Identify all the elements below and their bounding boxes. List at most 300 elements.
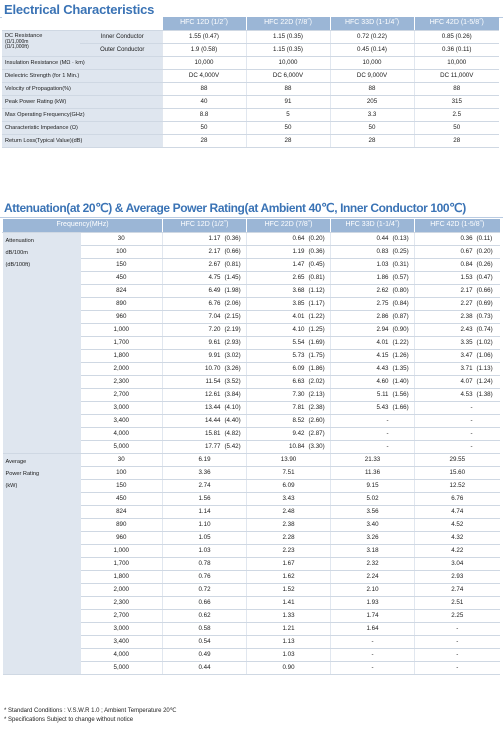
table-cell: (0.90) (391, 323, 415, 336)
table-row (2, 121, 499, 134)
table-cell: 4.74 (415, 505, 500, 518)
table-cell: 88 (162, 82, 246, 95)
table-cell: 12.52 (415, 479, 500, 492)
table-cell: 17.77 (163, 440, 223, 453)
table-cell: (0.47) (475, 271, 500, 284)
table-cell: 3.36 (163, 466, 247, 479)
table-cell (391, 440, 415, 453)
table-cell: 3.04 (415, 557, 500, 570)
table-cell: 1.64 (331, 622, 415, 635)
table-cell: 4.22 (415, 544, 500, 557)
frequency-cell: 450 (81, 271, 163, 284)
table-cell: (1.86) (307, 362, 331, 375)
table-cell: 1.03 (331, 258, 391, 271)
table-cell (391, 427, 415, 440)
table-cell: 50 (162, 121, 246, 134)
table-cell: 2.17 (415, 284, 475, 297)
table-cell: (1.38) (475, 388, 500, 401)
frequency-cell: 3,000 (81, 622, 163, 635)
frequency-cell: 2,000 (81, 583, 163, 596)
table-cell: 4.01 (331, 336, 391, 349)
section-divider (0, 217, 503, 218)
table-cell: (1.45) (223, 271, 247, 284)
table-cell: 315 (414, 95, 499, 108)
table-cell: - (331, 427, 391, 440)
section-title-electrical: Electrical Characteristics (4, 2, 155, 17)
table-cell: 3.47 (415, 349, 475, 362)
frequency-cell: 824 (81, 505, 163, 518)
table-cell: 2.94 (331, 323, 391, 336)
column-header: HFC 22D (7/8˝) (246, 17, 330, 30)
table-cell: 4.15 (331, 349, 391, 362)
frequency-cell: 3,000 (81, 401, 163, 414)
table-cell: 10,000 (414, 56, 499, 69)
table-cell: 1.14 (163, 505, 247, 518)
table-cell: - (331, 635, 415, 648)
table-cell: (0.66) (475, 284, 500, 297)
frequency-cell: 2,700 (81, 609, 163, 622)
table-cell: 5.43 (331, 401, 391, 414)
frequency-cell: 2,700 (81, 388, 163, 401)
table-cell: 8.8 (162, 108, 246, 121)
table-cell: 50 (330, 121, 414, 134)
table-cell: (4.10) (223, 401, 247, 414)
table-cell: 2.62 (331, 284, 391, 297)
table-cell: 3.56 (331, 505, 415, 518)
table-cell: 205 (330, 95, 414, 108)
table-cell: 13.44 (163, 401, 223, 414)
frequency-cell: 100 (81, 245, 163, 258)
table-cell: 2.10 (331, 583, 415, 596)
table-cell: 0.66 (163, 596, 247, 609)
table-cell: 4.01 (247, 310, 307, 323)
table-row (2, 95, 499, 108)
table-cell: - (415, 401, 475, 414)
table-cell: 14.44 (163, 414, 223, 427)
header-blank (2, 17, 162, 30)
table-cell: - (415, 635, 500, 648)
table-cell: 3.40 (331, 518, 415, 531)
table-cell: 9.91 (163, 349, 223, 362)
table-cell: (1.06) (475, 349, 500, 362)
table-cell (391, 414, 415, 427)
table-row (2, 69, 499, 82)
table-cell: 9.61 (163, 336, 223, 349)
table-cell: 1.53 (415, 271, 475, 284)
column-header: HFC 33D (1-1/4˝) (331, 219, 415, 232)
frequency-cell: 2,000 (81, 362, 163, 375)
table-cell: 6.19 (163, 453, 247, 466)
table-cell: 2.25 (415, 609, 500, 622)
table-cell: (1.02) (475, 336, 500, 349)
frequency-cell: 2,300 (81, 596, 163, 609)
table-cell: 2.28 (247, 531, 331, 544)
table-cell: 1.52 (247, 583, 331, 596)
table-cell: 4.75 (163, 271, 223, 284)
table-cell: 5.02 (331, 492, 415, 505)
table-cell: (1.12) (307, 284, 331, 297)
table-cell: (0.87) (391, 310, 415, 323)
table-cell: (2.13) (307, 388, 331, 401)
table-cell: - (331, 661, 415, 674)
table-cell: 2.74 (163, 479, 247, 492)
frequency-cell: 30 (81, 232, 163, 245)
table-cell: 0.76 (163, 570, 247, 583)
table-cell: 0.36 (0.11) (414, 43, 499, 56)
table-cell: 2.5 (414, 108, 499, 121)
table-cell: 2.24 (331, 570, 415, 583)
frequency-cell: 4,000 (81, 427, 163, 440)
footnote: * Specifications Subject to change without notice (4, 717, 134, 723)
table-cell: 3.35 (415, 336, 475, 349)
table-cell: (0.13) (391, 232, 415, 245)
frequency-cell: 960 (81, 531, 163, 544)
table-cell: 1.93 (331, 596, 415, 609)
table-cell: 2.23 (247, 544, 331, 557)
table-row (2, 56, 499, 69)
table-cell: (0.57) (391, 271, 415, 284)
table-cell: - (415, 622, 500, 635)
table-cell: 0.78 (163, 557, 247, 570)
table-cell: 3.43 (247, 492, 331, 505)
column-header: HFC 42D (1-5/8˝) (415, 219, 500, 232)
table-cell: (1.98) (223, 284, 247, 297)
table-cell: (4.40) (223, 414, 247, 427)
row-label-units: (Ω/1,000m (Ω/1,000ft) (5, 38, 29, 50)
table-header-row (2, 17, 499, 30)
frequency-cell: 1,000 (81, 323, 163, 336)
table-cell: 3.18 (331, 544, 415, 557)
frequency-cell: 2,300 (81, 375, 163, 388)
table-cell: 3.85 (247, 297, 307, 310)
table-cell: 2.67 (163, 258, 223, 271)
table-cell: (0.31) (391, 258, 415, 271)
section-title-attenuation: Attenuation(at 20℃) & Average Power Rating(at Ambient 40℃, Inner Conductor 100℃) (4, 201, 466, 215)
table-cell: 10,000 (246, 56, 330, 69)
frequency-cell: 100 (81, 466, 163, 479)
table-cell: 6.76 (415, 492, 500, 505)
table-cell: 4.07 (415, 375, 475, 388)
table-cell: 2.38 (247, 518, 331, 531)
row-label: Return Loss(Typical Value)(dB) (2, 134, 162, 147)
row-label: Insulation Resistance (MΩ · km) (2, 56, 162, 69)
row-label: Dielectric Strength (for 1 Min.) (2, 69, 162, 82)
table-cell: 6.76 (163, 297, 223, 310)
table-cell: 28 (162, 134, 246, 147)
table-cell: - (415, 648, 500, 661)
table-cell: (2.93) (223, 336, 247, 349)
table-cell: (0.36) (223, 232, 247, 245)
table-cell: 4.32 (415, 531, 500, 544)
table-header-row (3, 219, 500, 232)
table-cell: (0.66) (223, 245, 247, 258)
row-sublabel: Inner Conductor (80, 30, 162, 43)
table-cell: 2.51 (415, 596, 500, 609)
table-cell: 11.54 (163, 375, 223, 388)
table-cell: 1.19 (247, 245, 307, 258)
table-row (2, 30, 499, 43)
column-header: HFC 42D (1-5/8˝) (414, 17, 499, 30)
table-cell: 2.27 (415, 297, 475, 310)
table-cell: (1.35) (391, 362, 415, 375)
table-cell: 6.09 (247, 479, 331, 492)
table-cell: 10.84 (247, 440, 307, 453)
frequency-cell: 3,400 (81, 635, 163, 648)
table-cell: (1.13) (475, 362, 500, 375)
table-cell: (2.15) (223, 310, 247, 323)
table-cell: 7.51 (247, 466, 331, 479)
table-cell: 4.52 (415, 518, 500, 531)
table-cell: 50 (414, 121, 499, 134)
table-cell: 0.90 (247, 661, 331, 674)
frequency-cell: 150 (81, 479, 163, 492)
table-cell: 2.74 (415, 583, 500, 596)
table-cell: 1.62 (247, 570, 331, 583)
table-cell: (0.81) (223, 258, 247, 271)
table-cell: 28 (246, 134, 330, 147)
table-row (2, 82, 499, 95)
table-cell: 88 (330, 82, 414, 95)
table-cell: 2.93 (415, 570, 500, 583)
table-cell: 1.9 (0.58) (162, 43, 246, 56)
table-cell: 15.81 (163, 427, 223, 440)
table-cell: (2.06) (223, 297, 247, 310)
table-cell: 1.74 (331, 609, 415, 622)
table-cell: - (331, 648, 415, 661)
table-cell: - (415, 661, 500, 674)
table-row (3, 453, 500, 466)
frequency-cell: 1,700 (81, 336, 163, 349)
table-cell: - (415, 414, 475, 427)
table-cell: 1.47 (247, 258, 307, 271)
table-cell: 2.86 (331, 310, 391, 323)
table-cell: (1.26) (391, 349, 415, 362)
table-cell: 0.62 (163, 609, 247, 622)
table-cell: 1.86 (331, 271, 391, 284)
table-cell: (2.19) (223, 323, 247, 336)
table-cell: 0.49 (163, 648, 247, 661)
frequency-cell: 1,700 (81, 557, 163, 570)
table-cell: 0.44 (331, 232, 391, 245)
table-cell: (0.69) (475, 297, 500, 310)
table-cell: (0.25) (391, 245, 415, 258)
frequency-cell: 5,000 (81, 440, 163, 453)
table-cell: 4.43 (331, 362, 391, 375)
table-cell (475, 440, 500, 453)
table-cell: 0.45 (0.14) (330, 43, 414, 56)
table-cell: 50 (246, 121, 330, 134)
frequency-cell: 1,800 (81, 570, 163, 583)
table-cell: 0.85 (0.26) (414, 30, 499, 43)
row-label: Velocity of Propagation(%) (2, 82, 162, 95)
table-cell: 13.90 (247, 453, 331, 466)
table-cell: 1.41 (247, 596, 331, 609)
row-label: Peak Power Rating (kW) (2, 95, 162, 108)
table-cell: (2.87) (307, 427, 331, 440)
table-cell: 10.70 (163, 362, 223, 375)
table-cell: (3.52) (223, 375, 247, 388)
row-sublabel: Outer Conductor (80, 43, 162, 56)
table-cell: 91 (246, 95, 330, 108)
frequency-cell: 824 (81, 284, 163, 297)
table-cell: (0.45) (307, 258, 331, 271)
table-cell (475, 401, 500, 414)
table-cell: 1.17 (163, 232, 223, 245)
table-cell: 10,000 (330, 56, 414, 69)
table-cell: (2.38) (307, 401, 331, 414)
table-cell: 1.67 (247, 557, 331, 570)
table-cell: 1.33 (247, 609, 331, 622)
column-header: HFC 12D (1/2˝) (163, 219, 247, 232)
table-cell: (1.56) (391, 388, 415, 401)
row-label: Characteristic Impedance (Ω) (2, 121, 162, 134)
table-cell: 0.36 (415, 232, 475, 245)
table-cell: (0.80) (391, 284, 415, 297)
table-cell: (0.20) (475, 245, 500, 258)
table-row (2, 134, 499, 147)
table-cell: (1.24) (475, 375, 500, 388)
attenuation-power-table (2, 219, 500, 675)
table-cell: - (331, 440, 391, 453)
table-cell: (0.73) (475, 310, 500, 323)
table-cell: 1.03 (247, 648, 331, 661)
column-header: HFC 12D (1/2˝) (162, 17, 246, 30)
table-cell: (1.75) (307, 349, 331, 362)
table-row (3, 232, 500, 245)
table-cell: 5.54 (247, 336, 307, 349)
table-cell: DC 4,000V (162, 69, 246, 82)
table-cell: 1.15 (0.35) (246, 30, 330, 43)
frequency-cell: 960 (81, 310, 163, 323)
table-cell: 6.09 (247, 362, 307, 375)
frequency-cell: 450 (81, 492, 163, 505)
table-cell: (0.26) (475, 258, 500, 271)
table-cell: - (415, 440, 475, 453)
frequency-cell: 890 (81, 518, 163, 531)
table-cell: (0.20) (307, 232, 331, 245)
frequency-cell: 890 (81, 297, 163, 310)
table-cell: 0.67 (415, 245, 475, 258)
table-cell: 2.32 (331, 557, 415, 570)
table-cell: 21.33 (331, 453, 415, 466)
table-cell: 4.53 (415, 388, 475, 401)
table-cell: (2.02) (307, 375, 331, 388)
table-cell: 3.26 (331, 531, 415, 544)
row-label: Max Operating Frequency(GHz) (2, 108, 162, 121)
frequency-cell: 1,800 (81, 349, 163, 362)
table-cell: 3.3 (330, 108, 414, 121)
table-cell: (3.84) (223, 388, 247, 401)
table-cell: 28 (330, 134, 414, 147)
table-cell: 1.55 (0.47) (162, 30, 246, 43)
electrical-characteristics-table (2, 17, 499, 148)
row-label-text: DC Resistance (5, 32, 43, 39)
table-cell: 10,000 (162, 56, 246, 69)
table-cell: 2.17 (163, 245, 223, 258)
table-cell: (0.81) (307, 271, 331, 284)
table-cell: (0.36) (307, 245, 331, 258)
table-cell: 1.21 (247, 622, 331, 635)
table-cell: (3.26) (223, 362, 247, 375)
table-cell: 4.10 (247, 323, 307, 336)
table-cell (475, 414, 500, 427)
table-cell: 11.36 (331, 466, 415, 479)
table-cell: (3.02) (223, 349, 247, 362)
table-cell: 0.72 (163, 583, 247, 596)
table-cell: 1.56 (163, 492, 247, 505)
table-cell: 1.05 (163, 531, 247, 544)
table-cell: (5.42) (223, 440, 247, 453)
frequency-cell: 3,400 (81, 414, 163, 427)
table-cell: 0.58 (163, 622, 247, 635)
table-cell: - (415, 427, 475, 440)
column-header: HFC 33D (1-1/4˝) (330, 17, 414, 30)
table-cell: 0.83 (331, 245, 391, 258)
table-cell: 4.60 (331, 375, 391, 388)
table-cell: 9.15 (331, 479, 415, 492)
table-cell: 3.71 (415, 362, 475, 375)
row-label: Attenuation dB/100m (dB/100ft) (3, 232, 81, 453)
frequency-cell: 30 (81, 453, 163, 466)
table-cell: (1.69) (307, 336, 331, 349)
table-cell: (1.22) (307, 310, 331, 323)
table-cell: 0.44 (163, 661, 247, 674)
table-cell: - (331, 414, 391, 427)
table-cell: 1.13 (247, 635, 331, 648)
table-cell: 7.20 (163, 323, 223, 336)
table-cell: 2.43 (415, 323, 475, 336)
frequency-cell: 4,000 (81, 648, 163, 661)
table-cell: (1.22) (391, 336, 415, 349)
table-cell: 1.10 (163, 518, 247, 531)
frequency-cell: 1,000 (81, 544, 163, 557)
table-cell: 3.68 (247, 284, 307, 297)
table-cell: DC 9,000V (330, 69, 414, 82)
footnote: * Standard Conditions : V.S.W.R 1.0 ; Ambient Temperature 20℃ (4, 708, 177, 714)
table-cell: 2.75 (331, 297, 391, 310)
table-cell: (2.60) (307, 414, 331, 427)
row-label: Average Power Rating (kW) (3, 453, 81, 674)
table-cell: 40 (162, 95, 246, 108)
table-cell: DC 6,000V (246, 69, 330, 82)
table-cell: 2.48 (247, 505, 331, 518)
row-label (2, 30, 80, 56)
table-cell: DC 11,000V (414, 69, 499, 82)
table-cell: 12.61 (163, 388, 223, 401)
table-cell: (1.66) (391, 401, 415, 414)
table-cell: 0.64 (247, 232, 307, 245)
table-cell: 5.73 (247, 349, 307, 362)
table-cell: (0.11) (475, 232, 500, 245)
table-cell: 8.52 (247, 414, 307, 427)
table-cell: (0.84) (391, 297, 415, 310)
table-cell: 2.38 (415, 310, 475, 323)
table-cell: 7.81 (247, 401, 307, 414)
frequency-cell: 5,000 (81, 661, 163, 674)
table-cell: 0.54 (163, 635, 247, 648)
table-cell: (1.17) (307, 297, 331, 310)
table-cell: 0.84 (415, 258, 475, 271)
table-cell: 1.15 (0.35) (246, 43, 330, 56)
table-cell: 1.03 (163, 544, 247, 557)
table-cell (475, 427, 500, 440)
frequency-header: Frequency(MHz) (3, 219, 163, 232)
table-cell: (3.30) (307, 440, 331, 453)
table-cell: 29.55 (415, 453, 500, 466)
table-cell: 0.72 (0.22) (330, 30, 414, 43)
table-cell: (4.82) (223, 427, 247, 440)
frequency-cell: 150 (81, 258, 163, 271)
